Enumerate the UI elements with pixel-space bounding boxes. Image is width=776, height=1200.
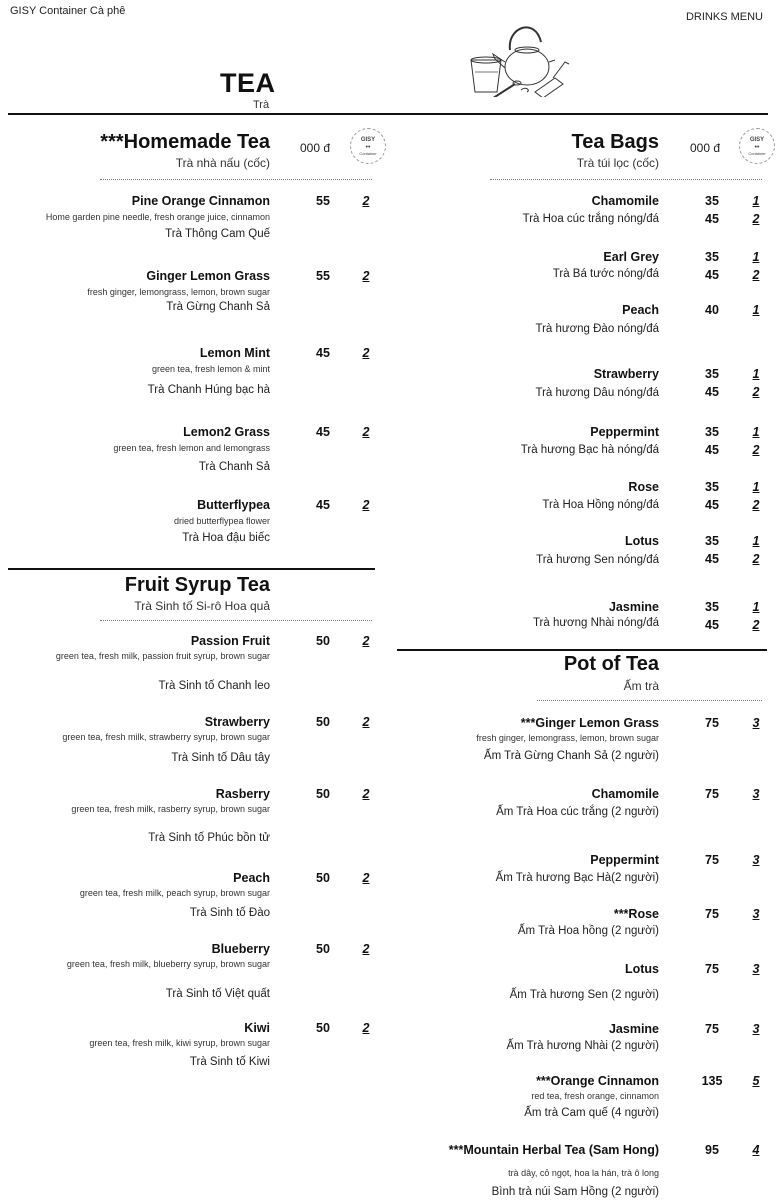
item-price: 55 [316,269,330,283]
item-usd-price: 2 [362,1021,370,1035]
item-price: 50 [316,715,330,729]
item-price: 75 [705,907,719,921]
item-usd-price: 1 [752,250,760,264]
item-name: Peach [233,871,270,885]
stamp-text: GISY [749,137,765,143]
item-usd-price: 3 [752,907,760,921]
item-name: Rose [628,480,659,494]
item-vietnamese-name: Ấm Trà hương Nhài (2 người) [506,1040,659,1052]
currency-unit: 000 đ [690,141,721,155]
item-vietnamese-name: Trà Bá tước nóng/đá [552,268,659,280]
item-description: Home garden pine needle, fresh orange juice, cinnamon [45,212,270,222]
item-description: green tea, fresh milk, kiwi syrup, brown sugar [89,1038,270,1048]
item-price: 50 [316,634,330,648]
item-usd-price: 2 [362,634,370,648]
item-vietnamese-name: Trà Sinh tố Việt quất [165,988,270,1000]
item-price: 75 [705,853,719,867]
item-name: ***Rose [613,907,659,921]
item-price: 45 [316,425,330,439]
item-price: 95 [705,1143,719,1157]
item-usd-price-large: 2 [752,443,760,457]
item-price-large: 45 [705,443,719,457]
item-vietnamese-name: Trà Chanh Húng bạc hà [147,384,270,396]
section-subtitle: Ấm trà [623,679,659,693]
item-vietnamese-name: Ấm Trà Gừng Chanh Sả (2 người) [483,750,659,762]
item-vietnamese-name: Trà hương Nhài nóng/đá [532,617,659,629]
stamp-dots: •• [365,144,371,151]
item-description: green tea, fresh milk, strawberry syrup, brown sugar [62,732,270,742]
item-vietnamese-name: Bình trà núi Sam Hồng (2 người) [491,1186,659,1198]
item-name: Strawberry [204,715,270,729]
item-name: Passion Fruit [190,634,270,648]
item-description: fresh ginger, lemongrass, lemon, brown sugar [476,733,659,743]
item-description: fresh ginger, lemongrass, lemon, brown sugar [87,287,270,297]
item-vietnamese-name: Trà Sinh tố Chanh leo [158,680,270,692]
item-vietnamese-name: Trà Hoa Hồng nóng/đá [542,499,659,511]
item-description: red tea, fresh orange, cinnamon [531,1091,659,1101]
item-usd-price: 1 [752,534,760,548]
item-name: Blueberry [211,942,270,956]
item-usd-price: 2 [362,346,370,360]
item-usd-price: 1 [752,425,760,439]
item-price: 50 [316,787,330,801]
item-usd-price: 4 [752,1143,760,1157]
item-name: Jasmine [608,1022,659,1036]
item-name: Lotus [624,962,659,976]
item-name: Pine Orange Cinnamon [131,194,270,208]
stamp-subtext: Container [359,151,377,156]
item-usd-price: 3 [752,787,760,801]
stamp-subtext: Container [748,151,766,156]
stamp-text: GISY [360,137,376,143]
menu-label: DRINKS MENU [685,11,763,23]
item-vietnamese-name: Trà Chanh Sả [198,461,270,473]
item-vietnamese-name: Trà Thông Cam Quế [165,228,270,240]
item-vietnamese-name: Trà hương Bạc hà nóng/đá [520,444,659,456]
item-name: Lemon Mint [199,346,270,360]
item-description: green tea, fresh milk, blueberry syrup, brown sugar [66,959,270,969]
item-vietnamese-name: Ấm trà Cam quế (4 người) [524,1107,659,1119]
item-price: 75 [705,787,719,801]
item-price: 50 [316,871,330,885]
item-vietnamese-name: Trà Sinh tố Đào [189,907,270,919]
item-usd-price-large: 2 [752,552,760,566]
dotted-divider [490,179,762,180]
item-usd-price: 1 [752,194,760,208]
item-vietnamese-name: Ấm Trà hương Sen (2 người) [509,989,659,1001]
item-description: trà dây, cỏ ngọt, hoa la hán, trà ô long [508,1168,659,1178]
item-description: dried butterflypea flower [173,516,270,526]
item-price: 35 [705,534,719,548]
section-subtitle: Trà Sinh tố Si-rô Hoa quả [134,599,270,613]
item-usd-price: 1 [752,480,760,494]
item-usd-price: 2 [362,194,370,208]
item-vietnamese-name: Trà hương Dâu nóng/đá [535,387,659,399]
section-title: Fruit Syrup Tea [124,574,270,596]
item-vietnamese-name: Trà Sinh tố Dâu tây [171,752,270,764]
item-price: 55 [316,194,330,208]
item-description: green tea, fresh milk, passion fruit syrup, brown sugar [55,651,270,661]
item-usd-price-large: 2 [752,618,760,632]
item-usd-price: 5 [752,1074,760,1088]
item-description: green tea, fresh milk, peach syrup, brown sugar [79,888,270,898]
item-price-large: 45 [705,268,719,282]
item-name: Chamomile [591,787,659,801]
item-name: Chamomile [591,194,659,208]
item-name: Peppermint [590,425,659,439]
item-usd-price-large: 2 [752,385,760,399]
item-vietnamese-name: Trà hương Đào nóng/đá [535,323,659,335]
item-vietnamese-name: Trà hương Sen nóng/đá [536,554,659,566]
header-divider [8,113,768,115]
item-price-large: 45 [705,498,719,512]
section-divider [8,568,375,570]
item-name: Lotus [624,534,659,548]
item-usd-price: 2 [362,425,370,439]
section-title: ***Homemade Tea [100,131,270,153]
item-price: 135 [701,1074,723,1088]
item-name: Peppermint [590,853,659,867]
item-vietnamese-name: Trà Sinh tố Kiwi [189,1056,270,1068]
section-subtitle: Trà túi lọc (cốc) [576,156,659,170]
item-usd-price: 1 [752,367,760,381]
item-price: 75 [705,716,719,730]
gisy-stamp-logo [739,128,775,164]
item-price: 35 [705,194,719,208]
item-price-large: 45 [705,385,719,399]
item-name: Strawberry [593,367,659,381]
item-name: ***Ginger Lemon Grass [520,716,659,730]
section-subtitle: Trà nhà nấu (cốc) [175,156,270,170]
item-usd-price: 3 [752,962,760,976]
item-price: 40 [705,303,719,317]
item-usd-price: 3 [752,1022,760,1036]
item-name: Rasberry [215,787,270,801]
section-title: Pot of Tea [563,653,659,675]
item-usd-price-large: 2 [752,268,760,282]
item-usd-price: 3 [752,853,760,867]
section-title: Tea Bags [571,131,659,153]
item-usd-price: 3 [752,716,760,730]
item-price: 35 [705,367,719,381]
currency-unit: 000 đ [300,141,331,155]
dotted-divider [100,620,372,621]
item-price-large: 45 [705,618,719,632]
item-name: Jasmine [608,600,659,614]
item-usd-price: 2 [362,787,370,801]
item-vietnamese-name: Ấm Trà Hoa hồng (2 người) [517,925,659,937]
section-divider [397,649,767,651]
item-usd-price: 2 [362,942,370,956]
item-usd-price: 2 [362,715,370,729]
brand-name: GISY Container Cà phê [10,5,126,17]
item-description: green tea, fresh lemon & mint [151,364,270,374]
item-name: Kiwi [244,1021,270,1035]
item-name: Earl Grey [603,250,659,264]
item-name: Lemon2 Grass [183,425,270,439]
item-name: Ginger Lemon Grass [146,269,270,283]
item-vietnamese-name: Trà Gừng Chanh Sả [166,301,270,313]
item-vietnamese-name: Ấm Trà Hoa cúc trắng (2 người) [496,806,659,818]
item-vietnamese-name: Trà Hoa đậu biếc [182,532,270,544]
dotted-divider [100,179,372,180]
item-name: Peach [622,303,659,317]
item-price: 35 [705,600,719,614]
item-usd-price: 1 [752,303,760,317]
item-usd-price: 1 [752,600,760,614]
page-title: TEA [220,68,276,98]
item-usd-price-large: 2 [752,212,760,226]
item-price: 45 [316,346,330,360]
item-vietnamese-name: Trà Sinh tố Phúc bồn tử [148,832,270,844]
item-price-large: 45 [705,212,719,226]
gisy-stamp-logo [350,128,386,164]
stamp-dots: •• [754,144,760,151]
item-price: 75 [705,962,719,976]
item-description: green tea, fresh lemon and lemongrass [113,443,270,453]
item-name: ***Orange Cinnamon [536,1074,659,1088]
item-vietnamese-name: Ấm Trà hương Bạc Hà(2 người) [495,872,659,884]
item-vietnamese-name: Trà Hoa cúc trắng nóng/đá [522,213,659,225]
item-price: 50 [316,1021,330,1035]
item-price: 35 [705,425,719,439]
item-price-large: 45 [705,552,719,566]
item-price: 35 [705,480,719,494]
item-usd-price: 2 [362,269,370,283]
item-usd-price: 2 [362,871,370,885]
teapot-illustration [465,12,595,97]
item-name: ***Mountain Herbal Tea (Sam Hong) [448,1143,659,1157]
item-description: green tea, fresh milk, rasberry syrup, brown sugar [71,804,270,814]
item-price: 35 [705,250,719,264]
item-usd-price: 2 [362,498,370,512]
page-subtitle: Trà [253,99,270,111]
item-price: 50 [316,942,330,956]
dotted-divider [537,700,762,701]
item-name: Butterflypea [197,498,270,512]
item-price: 75 [705,1022,719,1036]
item-usd-price-large: 2 [752,498,760,512]
item-price: 45 [316,498,330,512]
